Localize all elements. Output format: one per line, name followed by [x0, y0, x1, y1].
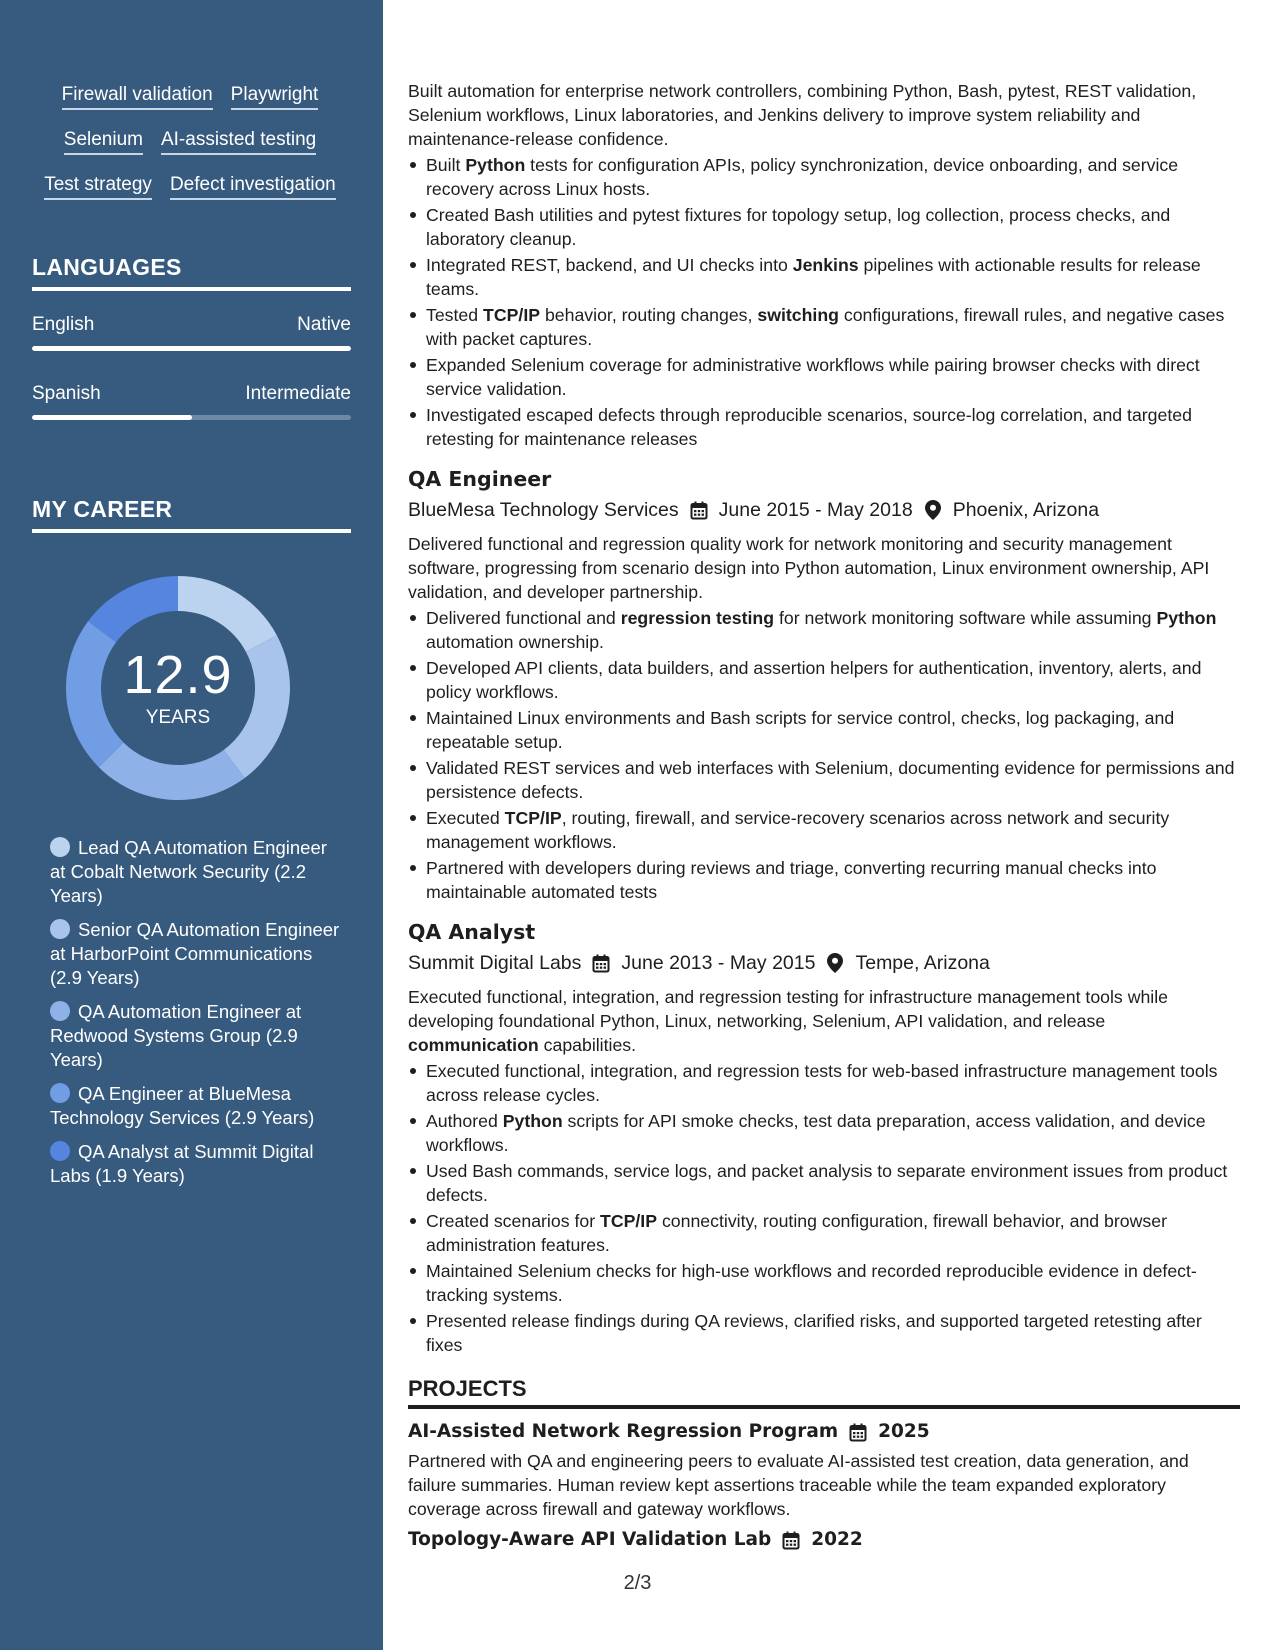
skill-tag: Defect investigation: [170, 174, 336, 200]
project-description: Partnered with QA and engineering peers to evaluate AI-assisted test creation, data generation, and failure summaries. Human review kept assertions traceable while the team expanded exploratory coverage across firewall and gateway workflows.: [408, 1451, 1189, 1519]
languages-heading: LANGUAGES: [32, 254, 351, 291]
bullet-item: Created Bash utilities and pytest fixtures for topology setup, log collection, process checks, and laboratory cleanup.: [408, 203, 1240, 251]
job-company: BlueMesa Technology Services: [408, 499, 679, 521]
legend-label: QA Analyst at Summit Digital Labs (1.9 Years): [50, 1141, 314, 1186]
job-meta: [408, 950, 1240, 976]
language-bar-fill: [32, 346, 351, 351]
bullet-item: Developed API clients, data builders, and assertion helpers for authentication, inventory, alerts, and policy workflows.: [408, 656, 1240, 704]
skill-tag: Test strategy: [44, 174, 152, 200]
skill-row: [30, 129, 350, 174]
job-bullets: [408, 606, 1240, 904]
calendar-icon: [591, 953, 611, 973]
career-heading: MY CAREER: [32, 496, 351, 533]
career-legend-item: [50, 1082, 340, 1130]
language-level: Native: [297, 314, 351, 335]
skill-tag: Selenium: [64, 129, 143, 155]
career-legend-item: [50, 1140, 340, 1188]
career-legend-item: [50, 918, 340, 990]
legend-label: Senior QA Automation Engineer at HarborPoint Communications (2.9 Years): [50, 919, 340, 988]
project-header: [408, 1419, 1240, 1445]
job-meta: [408, 497, 1240, 523]
bullet-item: Tested TCP/IP behavior, routing changes, switching configurations, firewall rules, and negative cases with packet captures.: [408, 303, 1240, 351]
bullet-item: Used Bash commands, service logs, and packet analysis to separate environment issues from product defects.: [408, 1159, 1240, 1207]
job-entry: [408, 918, 1240, 1357]
job-location: Tempe, Arizona: [855, 952, 990, 974]
job-summary: Delivered functional and regression quality work for network monitoring and security management software, progressing from scenario design into Python automation, Linux environment ownership, API validation, and developer partnership.: [408, 534, 1210, 602]
job-dates: June 2013 - May 2015: [621, 952, 816, 974]
bullet-item: Authored Python scripts for API smoke checks, test data preparation, access validation, and device workflows.: [408, 1109, 1240, 1157]
language-bar-fill: [32, 415, 192, 420]
bullet-item: Maintained Selenium checks for high-use workflows and recorded reproducible evidence in defect-tracking systems.: [408, 1259, 1240, 1307]
language-bar: [32, 415, 351, 420]
bullet-item: Built Python tests for configuration APIs, policy synchronization, device onboarding, and service recovery across Linux hosts.: [408, 153, 1240, 201]
career-donut-center: [64, 574, 292, 802]
main-content: [408, 79, 1240, 1557]
legend-dot: [50, 919, 70, 939]
skill-tag: Firewall validation: [62, 84, 213, 110]
career-legend: [50, 836, 340, 1198]
language-english: [32, 314, 351, 351]
project-year: 2025: [878, 1421, 930, 1442]
job-dates: June 2015 - May 2018: [718, 499, 913, 521]
skill-row: [30, 84, 350, 129]
legend-dot: [50, 1083, 70, 1103]
language-bar: [32, 346, 351, 351]
project-entry: [408, 1419, 1240, 1521]
legend-dot: [50, 837, 70, 857]
project-title: Topology-Aware API Validation Lab: [408, 1529, 772, 1550]
bullet-item: Executed functional, integration, and regression tests for web-based infrastructure management tools across release cycles.: [408, 1059, 1240, 1107]
career-legend-item: [50, 836, 340, 908]
skill-tag: AI-assisted testing: [161, 129, 316, 155]
projects-list: [408, 1419, 1240, 1553]
job-entry: [408, 465, 1240, 904]
bullet-item: Investigated escaped defects through reproducible scenarios, source-log correlation, and targeted retesting for maintenance releases: [408, 403, 1240, 451]
job-bullets: [408, 1059, 1240, 1357]
project-year: 2022: [811, 1529, 863, 1550]
location-pin-icon: [923, 500, 943, 520]
intro-bullets: [408, 153, 1240, 451]
skill-row: [30, 174, 350, 219]
language-level: Intermediate: [245, 383, 351, 404]
bullet-item: Validated REST services and web interfaces with Selenium, documenting evidence for permissions and persistence defects.: [408, 756, 1240, 804]
intro-summary: Built automation for enterprise network controllers, combining Python, Bash, pytest, REST validation, Selenium workflows, Linux laboratories, and Jenkins delivery to improve system reliability and maintenance-release confidence.: [408, 81, 1197, 149]
job-title: QA Engineer: [408, 467, 552, 491]
calendar-icon: [848, 1422, 868, 1442]
page-number: 2/3: [623, 1572, 652, 1594]
career-legend-item: [50, 1000, 340, 1072]
job-location: Phoenix, Arizona: [952, 499, 1100, 521]
project-entry: [408, 1527, 1240, 1553]
bullet-item: Executed TCP/IP, routing, firewall, and service-recovery scenarios across network and security management workflows.: [408, 806, 1240, 854]
job-summary: Executed functional, integration, and regression testing for infrastructure management tools while developing foundational Python, Linux, networking, Selenium, API validation, and release communication capabilities.: [408, 987, 1169, 1055]
skills-list: [30, 84, 350, 219]
location-pin-icon: [825, 953, 845, 973]
projects-heading: PROJECTS: [408, 1377, 1240, 1409]
bullet-item: Presented release findings during QA reviews, clarified risks, and supported targeted retesting after fixes: [408, 1309, 1240, 1357]
legend-label: Lead QA Automation Engineer at Cobalt Network Security (2.2 Years): [50, 837, 327, 906]
project-title: AI-Assisted Network Regression Program: [408, 1421, 839, 1442]
career-donut-chart: [64, 574, 292, 802]
language-name: English: [32, 314, 95, 335]
bullet-item: Expanded Selenium coverage for administrative workflows while pairing browser checks with direct service validation.: [408, 353, 1240, 401]
calendar-icon: [781, 1530, 801, 1550]
job-company: Summit Digital Labs: [408, 952, 582, 974]
calendar-icon: [689, 500, 709, 520]
jobs-list: [408, 465, 1240, 1357]
bullet-item: Delivered functional and regression testing for network monitoring software while assuming Python automation ownership.: [408, 606, 1240, 654]
career-total-years: 12.9: [123, 645, 233, 705]
legend-dot: [50, 1001, 70, 1021]
bullet-item: Partnered with developers during reviews and triage, converting recurring manual checks into maintainable automated tests: [408, 856, 1240, 904]
bullet-item: Created scenarios for TCP/IP connectivity, routing configuration, firewall behavior, and browser administration features.: [408, 1209, 1240, 1257]
sidebar: [0, 0, 383, 1650]
bullet-item: Maintained Linux environments and Bash scripts for service control, checks, log packaging, and repeatable setup.: [408, 706, 1240, 754]
legend-dot: [50, 1141, 70, 1161]
career-years-unit: YEARS: [145, 707, 211, 728]
language-name: Spanish: [32, 383, 101, 404]
bullet-item: Integrated REST, backend, and UI checks into Jenkins pipelines with actionable results for release teams.: [408, 253, 1240, 301]
skill-tag: Playwright: [231, 84, 319, 110]
legend-label: QA Engineer at BlueMesa Technology Services (2.9 Years): [50, 1083, 315, 1128]
language-spanish: [32, 383, 351, 420]
project-header: [408, 1527, 1240, 1553]
legend-label: QA Automation Engineer at Redwood Systems Group (2.9 Years): [50, 1001, 302, 1070]
job-title: QA Analyst: [408, 920, 536, 944]
